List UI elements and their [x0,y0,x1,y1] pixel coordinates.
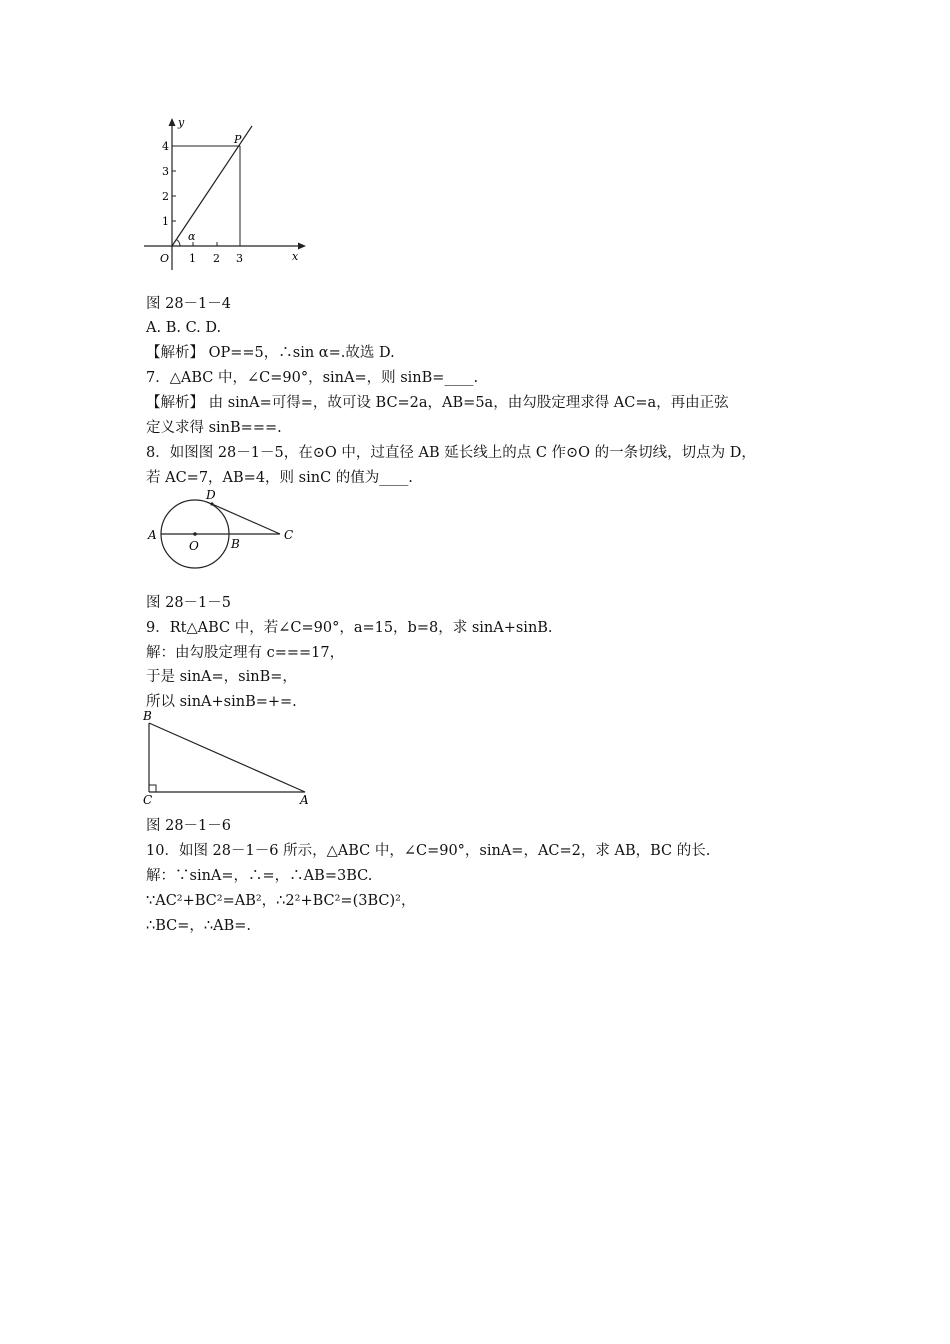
tangent-DC [212,504,280,534]
y-tick-2: 2 [162,190,169,203]
label-B: B [143,709,152,723]
label-O: O [189,539,199,553]
figure-2-caption: 图 28－1－5 [146,595,232,611]
x-tick-2: 2 [213,252,220,265]
origin-label: O [160,252,170,265]
y-axis-arrow [169,118,176,126]
q10-solution-line-1: 解：∵sinA=，∴=，∴AB=3BC. [146,868,373,884]
point-O [193,532,197,536]
q10-question: 10．如图 28－1－6 所示，△ABC 中，∠C=90°，sinA=，AC=2，求 AB，BC 的长. [146,843,711,859]
figure-right-triangle [140,708,320,808]
y-tick-3: 3 [162,165,169,178]
q9-solution-line-3: 所以 sinA+sinB=+=. [146,694,297,710]
q8-question-line-1: 8．如图图 28－1－5，在⊙O 中，过直径 AB 延长线上的点 C 作⊙O 的一条切线，切点为 D， [146,445,756,461]
q7-analysis-line-2: 定义求得 sinB===. [146,420,282,436]
label-A: A [300,793,309,807]
angle-arc [177,240,181,247]
x-tick-3: 3 [236,252,243,265]
q10-solution-line-2: ∵AC²+BC²=AB²，∴2²+BC²=(3BC)²， [146,893,416,909]
label-B: B [231,537,240,551]
figure-3-caption: 图 28－1－6 [146,818,232,834]
x-tick-1: 1 [189,252,196,265]
q6-analysis: 【解析】 OP==5，∴sin α=.故选 D. [146,345,395,361]
point-P-label: P [234,133,242,146]
figure-1-caption: 图 28－1－4 [146,296,232,312]
x-axis-label: x [292,250,299,263]
label-C: C [284,528,294,542]
label-A: A [148,528,157,542]
figure-circle-tangent [140,486,310,574]
y-tick-1: 1 [162,215,169,228]
x-axis-arrow [298,243,306,250]
alpha-label: α [188,230,196,243]
label-D: D [206,488,216,502]
side-BA [149,723,305,792]
q7-question: 7．△ABC 中，∠C=90°，sinA=，则 sinB=____. [146,370,479,386]
figure-coordinate-plane [140,110,320,270]
right-angle-mark [149,785,156,792]
q7-analysis-line-1: 【解析】 由 sinA=可得=，故可设 BC=2a，AB=5a，由勾股定理求得 AC=a，再由正弦 [146,395,729,411]
q10-solution-line-3: ∴BC=，∴AB=. [146,918,252,934]
q8-question-line-2: 若 AC=7，AB=4，则 sinC 的值为____. [146,470,413,486]
q9-question: 9．Rt△ABC 中，若∠C=90°，a=15，b=8，求 sinA+sinB. [146,620,553,636]
q9-solution-line-1: 解：由勾股定理有 c===17， [146,645,345,661]
q9-solution-line-2: 于是 sinA=，sinB=， [146,669,297,685]
point-D [210,502,213,505]
y-axis-label: y [178,116,185,129]
q6-options: A. B. C. D. [146,320,222,336]
label-C: C [143,793,153,807]
y-tick-4: 4 [162,140,169,153]
